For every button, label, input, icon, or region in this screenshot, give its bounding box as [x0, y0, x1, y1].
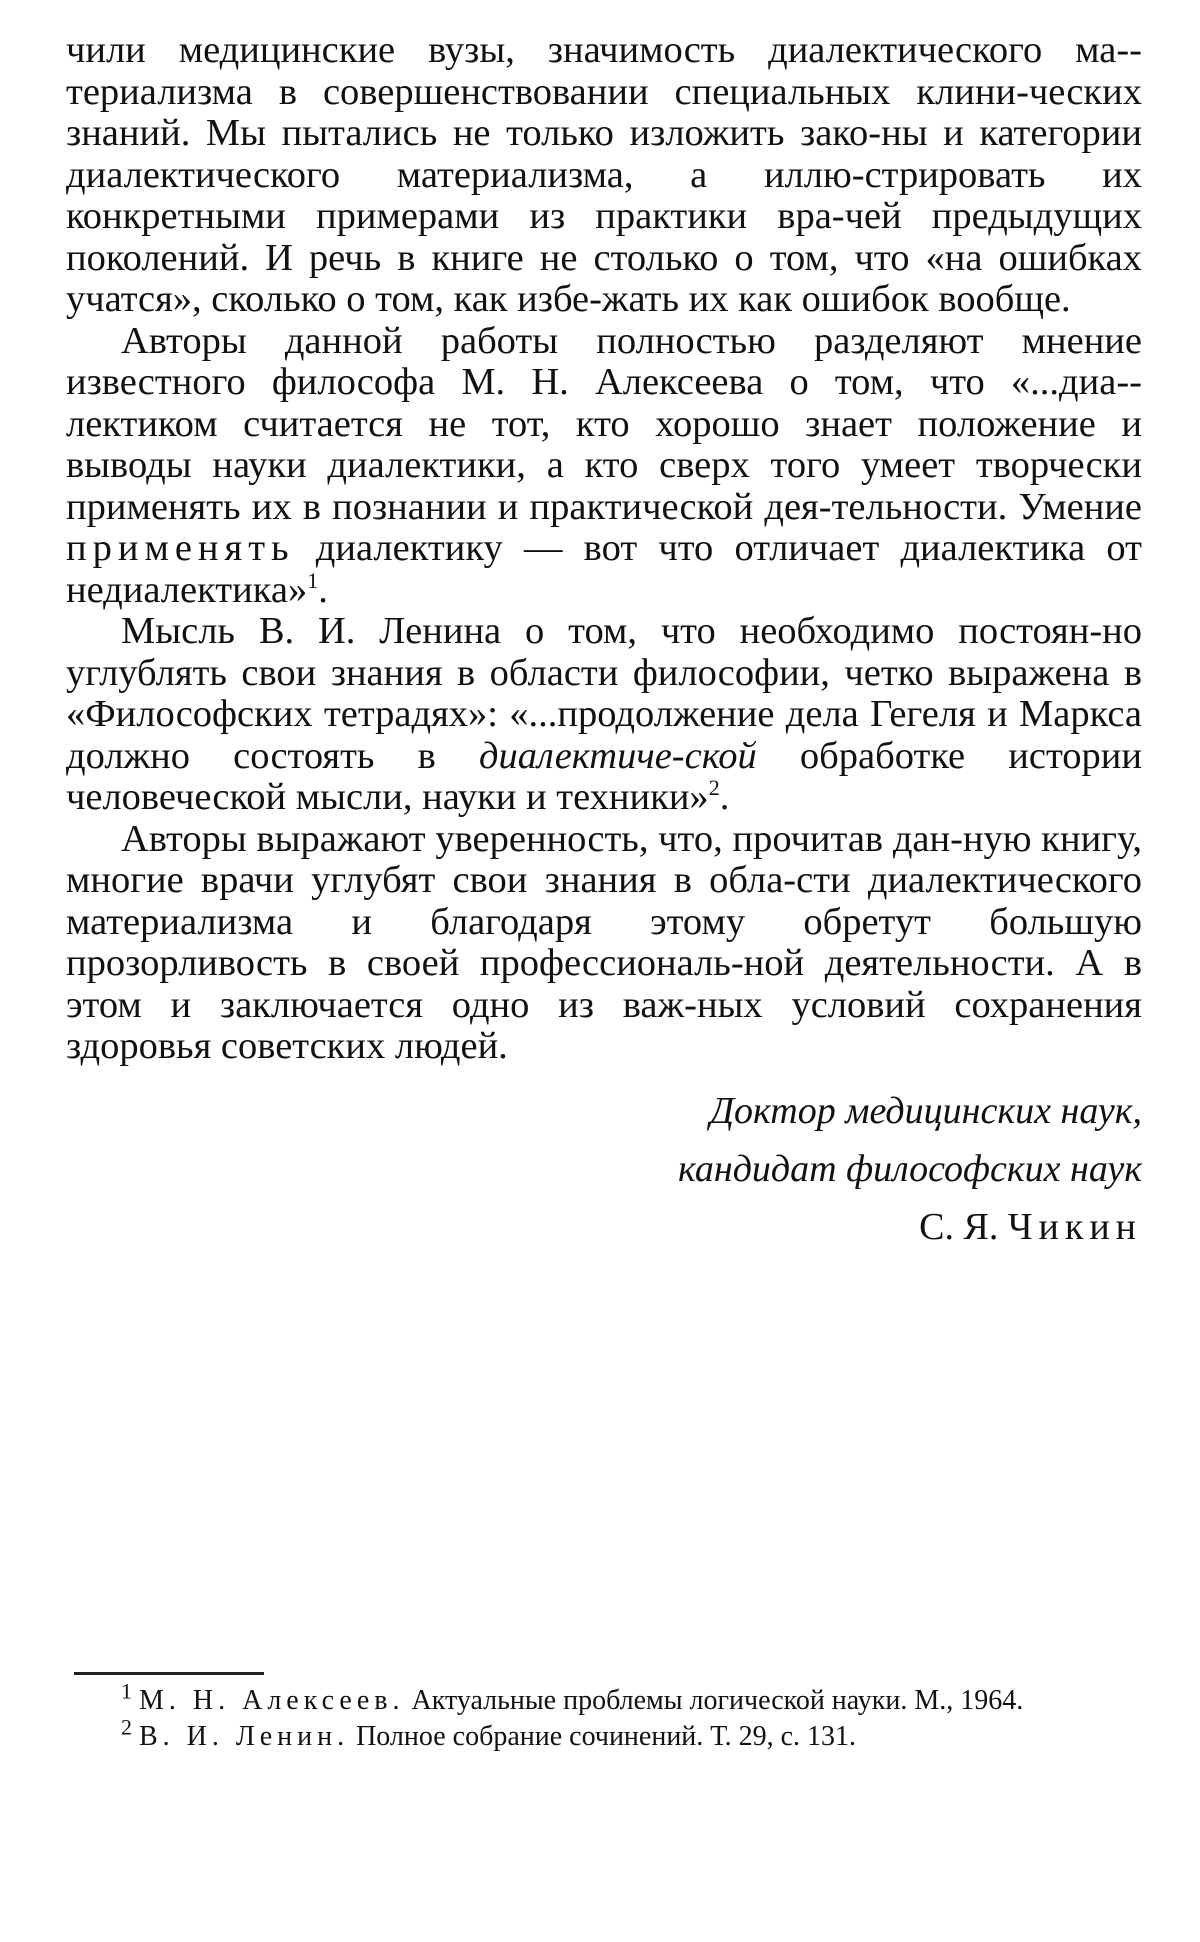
footnote-author: В. И. Ленин.: [139, 1721, 350, 1752]
footnote-ref: 1: [307, 567, 319, 593]
footnotes: [66, 1672, 1142, 1755]
paragraph-text: Мысль В. И. Ленина о том, что необходимо постоян-но углублять свои знания в области философии, четко выражена в «Философских тетрадях»: «...продолжение дела Гегеля и Маркса должно состоять в: [66, 610, 1142, 777]
emphasized-word: применять: [66, 527, 295, 569]
signature-role: Доктор медицинских наук,: [709, 1089, 1142, 1132]
footnote-text: Актуальные проблемы логической науки. М., 1964.: [404, 1685, 1024, 1716]
signature-initials: С. Я.: [919, 1205, 999, 1248]
paragraph-text: диалектику — вот что отличает диалектика от недиалектика»: [66, 527, 1142, 611]
footnote-number: 1: [121, 1678, 132, 1704]
paragraph-text: .: [719, 776, 730, 818]
paragraph-text: Авторы данной работы полностью разделяют мнение известного философа М. Н. Алексеева о том, что «...диа-лектиком считается не тот, кто хорошо знает положение и выводы науки диалектики, а кто сверх того умеет творчески применять их в познании и практической дея-тельности. Умение: [66, 319, 1142, 528]
italic-word: диалектиче-ской: [478, 734, 757, 777]
footnote-text: Полное собрание сочинений. Т. 29, с. 131.: [349, 1721, 857, 1752]
paragraph-text: обработке истории человеческой мысли, науки и техники»: [66, 734, 1142, 818]
paragraph: чили медицинские вузы, значимость диалектического ма-териализма в совершенствовании специальных клини-ческих знаний. Мы пытались не только изложить зако-ны и категории диалектического материализма, а иллю-стрировать их конкретными примерами из практики вра-чей предыдущих поколений. И речь в книге не столько о том, что «на ошибках учатся», сколько о том, как избе-жать их как ошибок вообще.: [66, 29, 1142, 320]
footnote: [66, 1678, 1142, 1719]
footnote: [66, 1714, 1142, 1755]
footnote-ref: 2: [708, 775, 720, 801]
signature-name: [66, 1198, 1142, 1256]
paragraph: Авторы выражают уверенность, что, прочитав дан-ную книгу, многие врачи углубят свои знания в обла-сти диалектического материализма и благодаря этому обретут большую прозорливость в своей профессиональ-ной деятельности. А в этом и заключается одно из важ-ных условий сохранения здоровья советских людей.: [66, 817, 1142, 1067]
paragraph: [66, 611, 1142, 819]
footnote-author: М. Н. Алексеев.: [139, 1685, 405, 1716]
signature-block: [66, 1082, 1142, 1256]
signature-surname: Чикин: [1007, 1205, 1142, 1248]
footnote-number: 2: [121, 1714, 132, 1740]
paragraph: [66, 321, 1142, 612]
paragraph-text: .: [318, 568, 328, 611]
page-body: [66, 30, 1142, 1256]
footnote-rule: [74, 1672, 264, 1675]
signature-role: кандидат философских наук: [678, 1147, 1142, 1190]
